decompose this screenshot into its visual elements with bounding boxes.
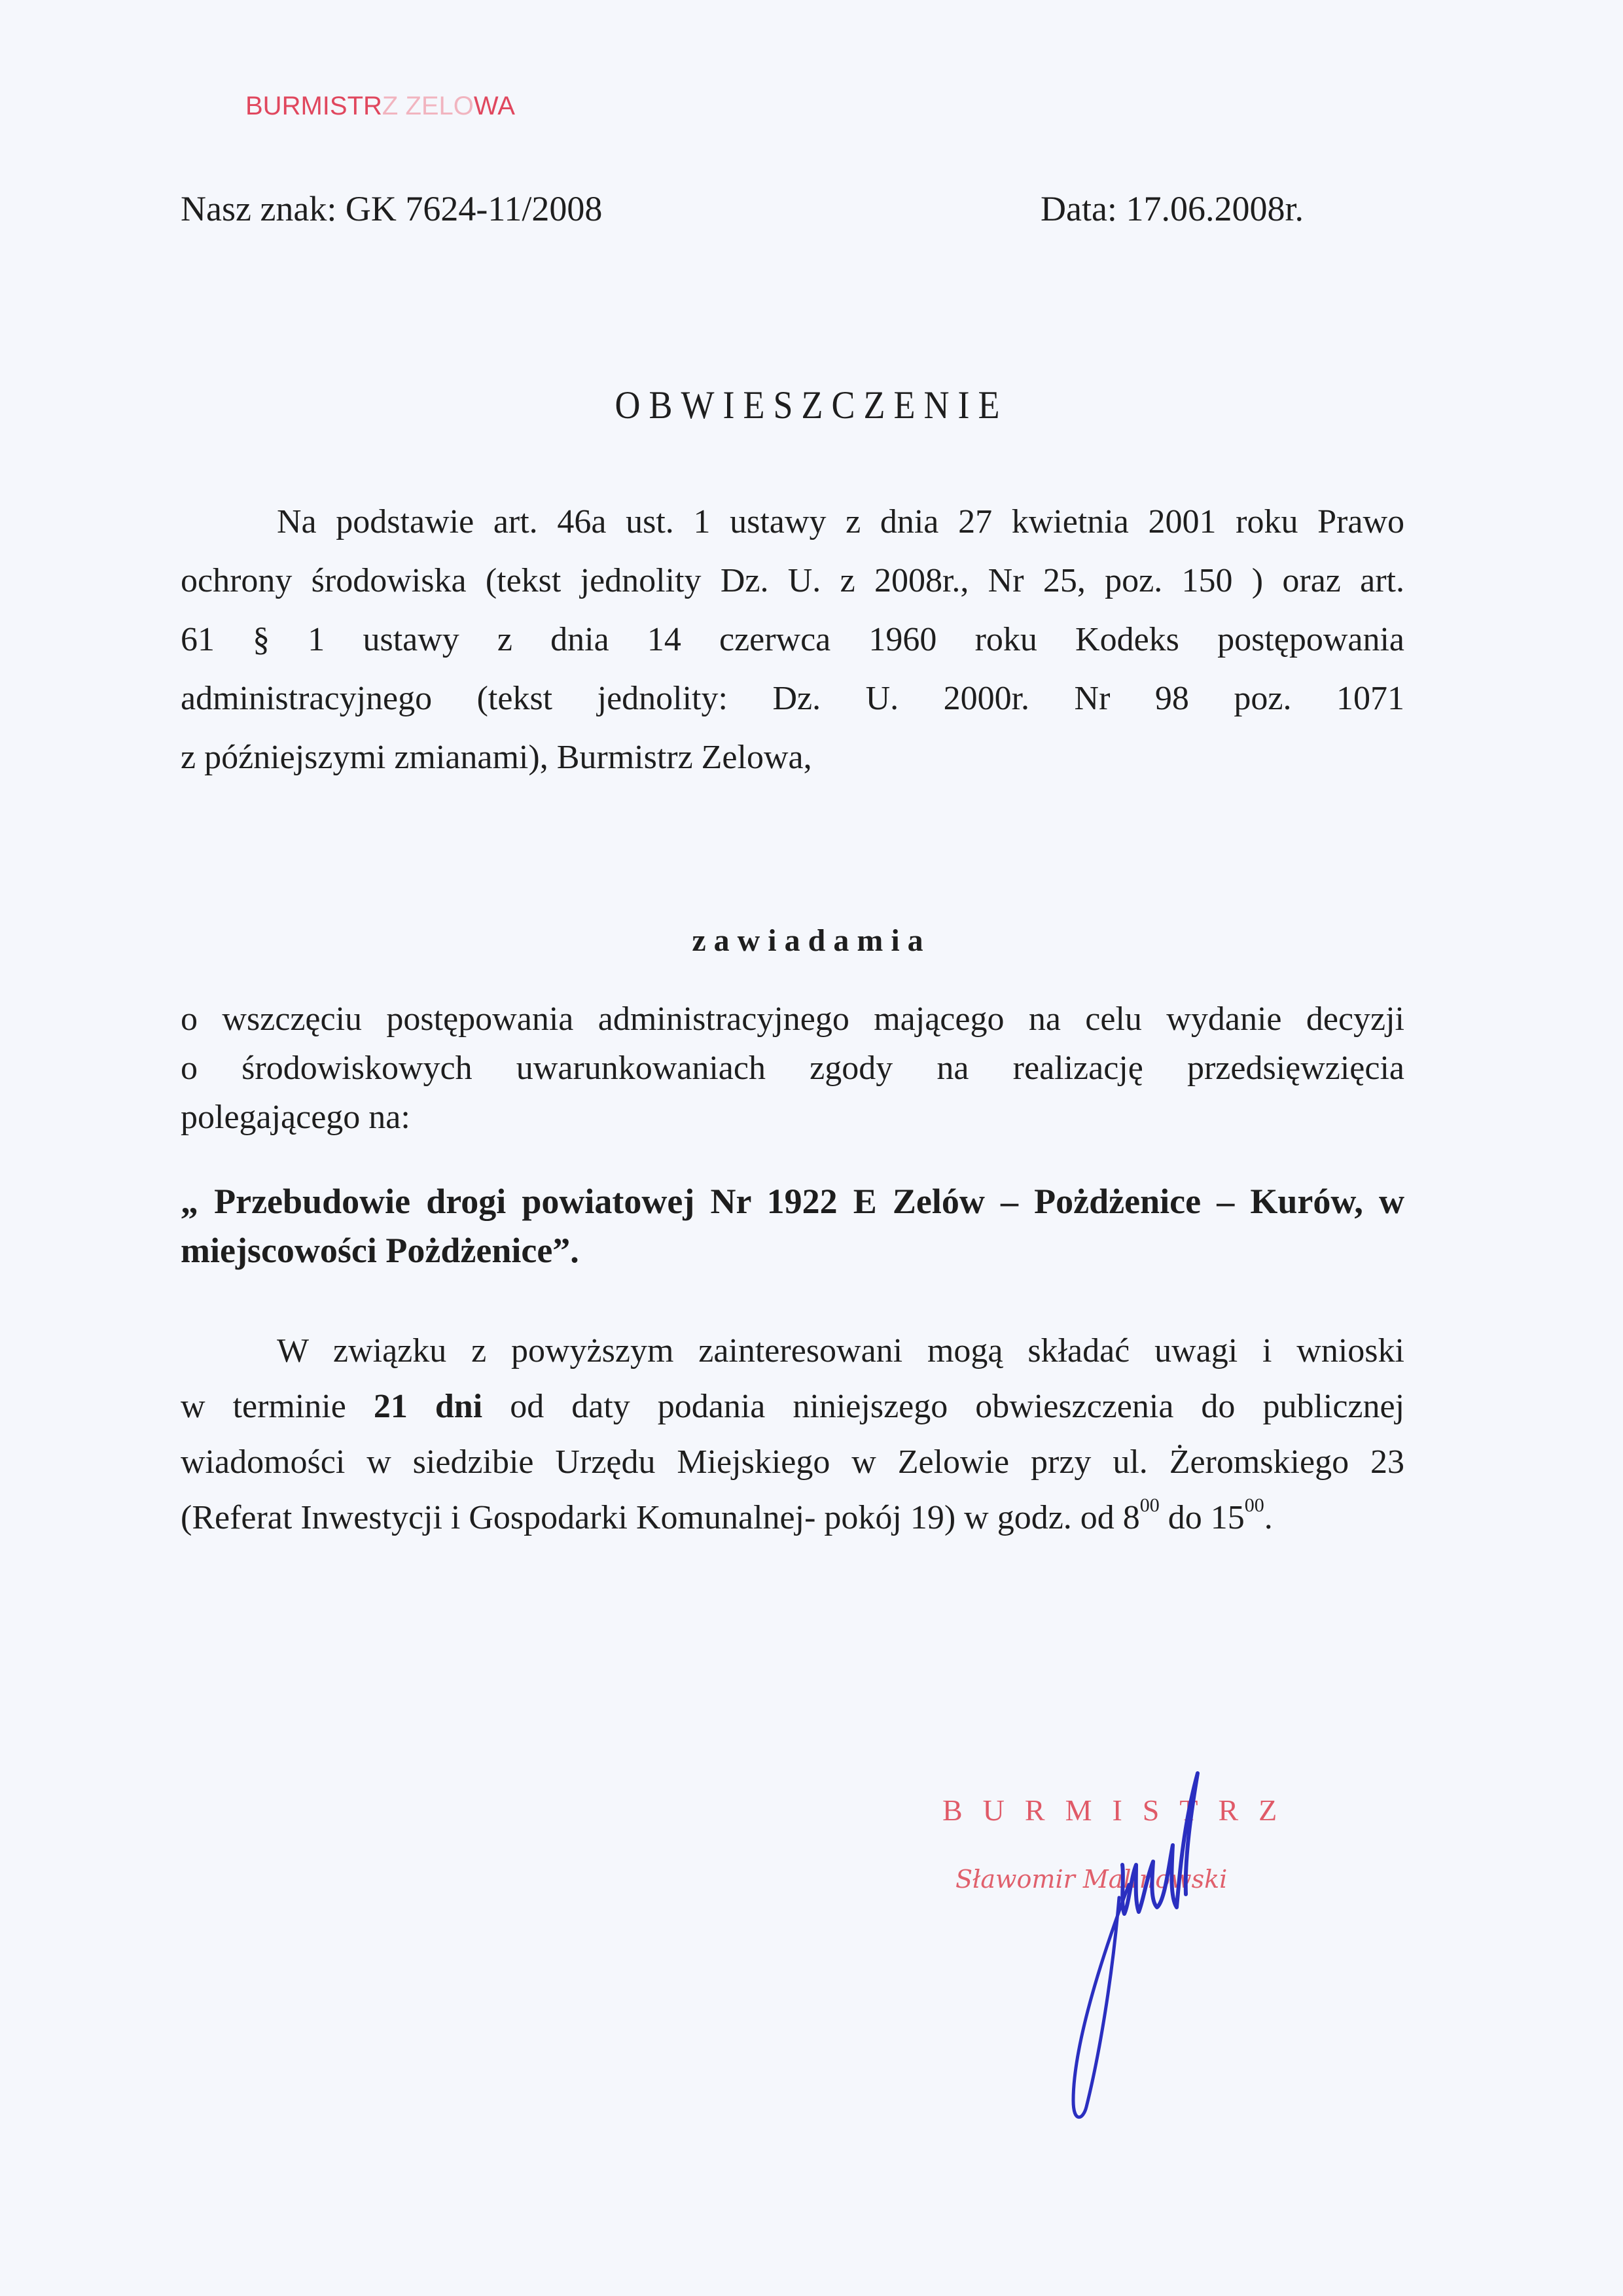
stamp-text-visible: BURMISTR bbox=[245, 92, 382, 120]
text-line: „ Przebudowie drogi powiatowej Nr 1922 E Zelów – Pożdżenice – Kurów, w bbox=[181, 1182, 1404, 1221]
text-segment: w terminie bbox=[181, 1388, 346, 1425]
text-segment: do 15 bbox=[1159, 1499, 1245, 1536]
text-line: ochrony środowiska (tekst jednolity Dz. U. z 2008r., Nr 25, poz. 150 ) oraz art. bbox=[181, 562, 1404, 599]
text-segment: . bbox=[1264, 1499, 1273, 1536]
document-date: Data: 17.06.2008r. bbox=[1041, 189, 1304, 228]
mayor-stamp-name: Sławomir Malinowski bbox=[955, 1865, 1228, 1894]
text-line: W związku z powyższym zainteresowani mogą składać uwagi i wnioski bbox=[277, 1332, 1404, 1369]
announce-heading: zawiadamia bbox=[692, 923, 931, 958]
text-line: o środowiskowych uwarunkowaniach zgody na realizację przedsięwzięcia bbox=[181, 1050, 1404, 1087]
stamp-text-end: WA bbox=[473, 92, 515, 120]
text-line: z późniejszymi zmianami), Burmistrz Zelowa, bbox=[181, 739, 812, 776]
stamp-text-faded: Z ZELO bbox=[382, 92, 474, 120]
text-segment: od daty podania niniejszego obwieszczenia do publicznej bbox=[510, 1388, 1405, 1425]
text-line: o wszczęciu postępowania administracyjnego mającego na celu wydanie decyzji bbox=[181, 1000, 1404, 1038]
handwritten-signature bbox=[1008, 1767, 1270, 2133]
text-line: wiadomości w siedzibie Urzędu Miejskiego w Zelowie przy ul. Żeromskiego 23 bbox=[181, 1443, 1404, 1481]
mayor-stamp-title: BURMISTRZ bbox=[942, 1793, 1298, 1827]
text-line: 61 § 1 ustawy z dnia 14 czerwca 1960 roku Kodeks postępowania bbox=[181, 621, 1404, 658]
signature-scribble bbox=[1122, 1773, 1198, 1914]
hour-from-minutes: 00 bbox=[1139, 1494, 1160, 1516]
document-title: OBWIESZCZENIE bbox=[615, 383, 1008, 427]
office-stamp-top bbox=[245, 92, 515, 121]
text-segment: (Referat Inwestycji i Gospodarki Komunalnej- pokój 19) w godz. od 8 bbox=[181, 1499, 1140, 1536]
text-line: polegającego na: bbox=[181, 1099, 410, 1136]
text-line bbox=[181, 1494, 1273, 1537]
text-line: miejscowości Pożdżenice”. bbox=[181, 1231, 579, 1270]
deadline-days: 21 dni bbox=[373, 1388, 483, 1425]
text-line bbox=[181, 1387, 1404, 1426]
text-line: administracyjnego (tekst jednolity: Dz. U. 2000r. Nr 98 poz. 1071 bbox=[181, 680, 1404, 717]
signature-loop bbox=[1073, 1884, 1129, 2117]
text-line: Na podstawie art. 46a ust. 1 ustawy z dnia 27 kwietnia 2001 roku Prawo bbox=[277, 503, 1404, 540]
hour-to-minutes: 00 bbox=[1244, 1494, 1264, 1516]
reference-number: Nasz znak: GK 7624-11/2008 bbox=[181, 189, 603, 228]
